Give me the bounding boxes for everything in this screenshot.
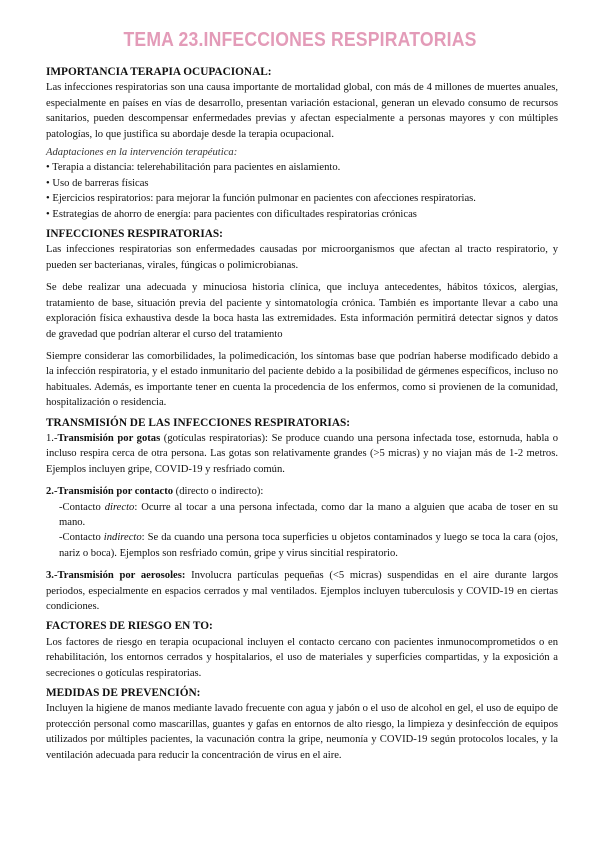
item-text: : Ocurre al tocar a una persona infectada, como dar la mano a alguien que acaba de toser en su mano. (59, 501, 558, 528)
item-italic: indirecto (103, 532, 142, 544)
paragraph-medidas: Incluyen la higiene de manos mediante lavado frecuente con agua y jabón o el uso de alcohol en gel, el uso de equipo de protección personal como mascarillas, guantes y gafas en entornos de alto riesgo, la limpieza y desinfección de equipos utilizados por múltiples pacientes, la vacunación contra la gripe, neumonía y COVID-19 según protocolos locales, y la ventilación adecuada para reducir la concentración de virus en el aire. (46, 703, 558, 761)
paragraph-infecciones-1: Las infecciones respiratorias son enfermedades causadas por microorganismos que afectan al tracto respiratorio, y pueden ser bacterianas, virales, fúngicas o polimicrobianas. (46, 244, 558, 271)
item-title: 2.-Transmisión por contacto (46, 486, 174, 498)
paragraph-infecciones-3: Siempre considerar las comorbilidades, la polimedicación, los síntomas base que podrían haberse modificado debido a la infección respiratoria, y el estado inmunitario del paciente debido a la posibilidad de gérmenes específicos, incluso no habituales. Además, es importante tener en cuenta la procedencia de los enfermos, como si provienen de la comunidad, hospitalización o residencia. (46, 350, 558, 409)
paragraph-factores: Los factores de riesgo en terapia ocupacional incluyen el contacto cercano con pacientes inmunocomprometidos o en rehabilitación, los entornos cerrados y hospitalarios, el uso de materiales y superficies compartidas, y la exposición a secreciones o gotículas respiratorias. (46, 636, 558, 679)
document-body (46, 65, 558, 763)
paragraph-importancia: Las infecciones respiratorias son una causa importante de mortalidad global, con más de 4 millones de muertes anuales, especialmente en países en vías de desarrollo, presentan variación estacional, generan un elevado consumo de recursos sanitarios, pueden descompensar enfermedades previas y afectan especialmente a personas mayores y con múltiples patologías, lo que justifica su abordaje desde la terapia ocupacional. (46, 82, 558, 140)
section-heading-importancia: IMPORTANCIA TERAPIA OCUPACIONAL: (46, 66, 272, 78)
adaptaciones-list (46, 160, 558, 222)
list-item: • Uso de barreras físicas (46, 176, 558, 191)
item-number: 1.- (46, 432, 58, 444)
contacto-indirecto (46, 530, 558, 561)
section-heading-medidas: MEDIDAS DE PREVENCIÓN: (46, 687, 201, 700)
list-item: • Ejercicios respiratorios: para mejorar la función pulmonar en pacientes con afecciones respiratorias. (46, 191, 558, 206)
item-text: Involucra partículas pequeñas (<5 micras) suspendidas en el aire durante largos periodos, especialmente en espacios cerrados y mal ventilados. Ejemplos incluyen tuberculosis y COVID-19 en ciertas condiciones. (46, 570, 558, 612)
list-item: • Estrategias de ahorro de energía: para pacientes con dificultades respiratorias crónicas (46, 207, 558, 222)
adaptaciones-label: Adaptaciones en la intervención terapéutica: (46, 147, 238, 159)
transmision-item-contacto (46, 484, 558, 499)
section-heading-infecciones: INFECCIONES RESPIRATORIAS: (46, 228, 223, 241)
item-title: 3.-Transmisión por aerosoles: (46, 570, 186, 582)
list-item: • Terapia a distancia: telerehabilitación para pacientes en aislamiento. (46, 160, 558, 175)
transmision-item-aerosoles (46, 568, 558, 614)
section-heading-transmision: TRANSMISIÓN DE LAS INFECCIONES RESPIRATORIAS: (46, 416, 351, 429)
item-prefix: -Contacto (59, 532, 104, 544)
section-heading-factores: FACTORES DE RIESGO EN TO: (46, 620, 213, 633)
item-text: (gotículas respiratorias): Se produce cuando una persona infectada tose, estornuda, habla o incluso respira cerca de otra persona. Las gotas son relativamente grandes (>5 micras) y no viajan más de 1-2 metros. Ejemplos incluyen gripe, COVID-19 y resfriado común. (46, 432, 558, 475)
page-title: TEMA 23.INFECCIONES RESPIRATORIAS (123, 28, 477, 51)
item-text: : Se da cuando una persona toca superficies u objetos contaminados y luego se toca la cara (ojos, nariz o boca). Ejemplos son resfriado común, gripe y virus sincitial respiratorio. (59, 532, 558, 559)
transmision-item-gotas (46, 431, 558, 477)
item-prefix: -Contacto (59, 501, 105, 513)
contacto-directo (46, 500, 558, 531)
item-title: Transmisión por gotas (57, 432, 161, 444)
paragraph-infecciones-2: Se debe realizar una adecuada y minuciosa historia clínica, que incluya antecedentes, hábitos tóxicos, alergias, tratamiento de base, situación previa del paciente y sintomatología crónica. También es importante llevar a cabo una exploración física exhaustiva desde la boca hasta las extremidades. Esta información permitirá detectar signos y datos de gravedad que podrían alterar el curso del tratamiento (46, 282, 558, 340)
item-text: (directo o indirecto): (173, 486, 264, 498)
item-italic: directo (104, 501, 135, 513)
